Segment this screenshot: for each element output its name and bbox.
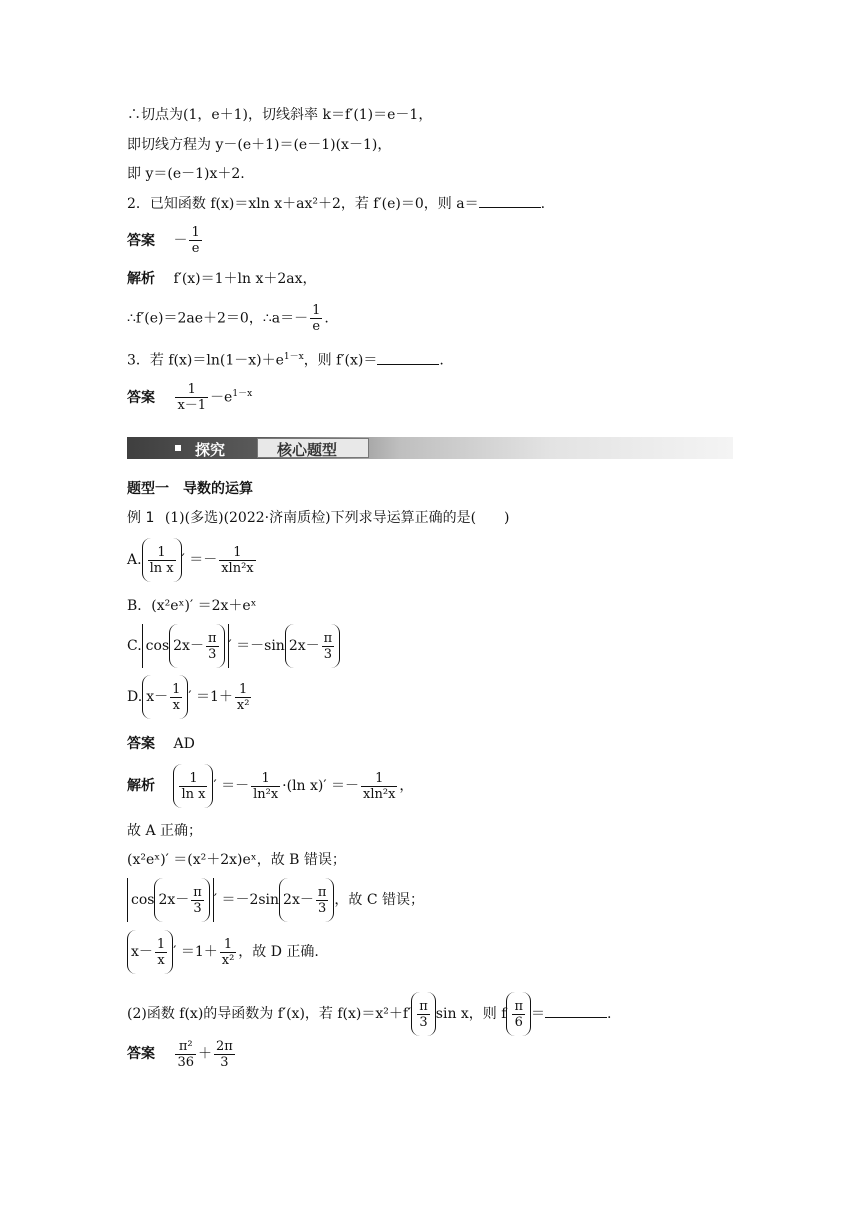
analysis-row [127, 270, 317, 288]
period: . [439, 352, 444, 369]
paren [127, 930, 173, 974]
question-text: 2．已知函数 f(x)＝xln x＋ax²＋2，若 f′(e)＝0，则 a＝ [127, 196, 479, 212]
text: ，故 C 错误； [334, 892, 425, 908]
section-banner [127, 437, 733, 459]
analysis-row [127, 764, 413, 808]
numerator: 1 [235, 682, 252, 698]
text: ′ ＝－2sin [213, 892, 280, 908]
fraction [206, 631, 219, 662]
numerator: π [323, 630, 333, 646]
text: ′ ＝－sin [228, 638, 285, 654]
fraction [155, 937, 167, 968]
fraction [191, 885, 204, 916]
text: 2x－ [173, 638, 204, 654]
denominator: 3 [323, 646, 333, 662]
question-text: sin x，则 f [435, 1006, 507, 1022]
fraction [235, 682, 252, 713]
answer-row [127, 1036, 237, 1072]
denominator: 3 [208, 646, 217, 662]
analysis-row [127, 930, 319, 974]
text: 2x－ [158, 892, 190, 908]
fraction [512, 999, 525, 1030]
analysis-row [127, 878, 424, 922]
denominator: 3 [317, 900, 327, 916]
question-2 [127, 195, 545, 213]
analysis-text: (x²eˣ)′ ＝(x²＋2x)eˣ，故 B 错误； [127, 852, 346, 868]
period: . [606, 1006, 612, 1022]
numerator: 1 [148, 545, 176, 561]
analysis-row [127, 303, 329, 334]
paren [506, 992, 531, 1036]
paren [285, 624, 340, 668]
fraction [170, 682, 182, 713]
numerator: π² [175, 1039, 196, 1055]
numerator: π [419, 998, 428, 1014]
answer-row [127, 379, 252, 413]
option-a [127, 538, 258, 582]
denominator: x² [236, 697, 250, 713]
fraction [316, 885, 329, 916]
fraction [214, 1039, 235, 1070]
question-3 [127, 348, 444, 370]
fraction [310, 303, 322, 334]
option-b: B．(x²eˣ)′ ＝2x＋eˣ [127, 598, 257, 614]
analysis-text: ∴f′(e)＝2ae＋2＝0，∴a＝－ [127, 310, 309, 327]
numerator: 1 [220, 937, 237, 953]
bracket [127, 878, 214, 922]
denominator: 3 [193, 900, 202, 916]
fraction [322, 631, 335, 662]
fraction [361, 771, 397, 802]
denominator: e [191, 241, 200, 256]
text: ， [399, 778, 414, 794]
text: 2x－ [288, 638, 320, 654]
type-heading: 题型一 导数的运算 [127, 481, 253, 497]
exponent: 1－x [232, 389, 253, 399]
question-text: (2)函数 f(x)的导函数为 f′(x)，若 f(x)＝x²＋f′ [127, 1006, 412, 1022]
denominator: x [172, 697, 180, 713]
sign: － [173, 232, 188, 249]
answer-row [127, 225, 204, 256]
text-line: ∴切点为(1，e＋1)，切线斜率 k＝f′(1)＝e－1， [127, 107, 433, 123]
numerator: 1 [156, 936, 166, 952]
analysis-text: 故 A 正确； [127, 823, 203, 839]
analysis-label: 解析 [127, 778, 155, 794]
fraction [175, 1039, 196, 1070]
period: . [540, 196, 546, 212]
numerator: 1 [251, 771, 280, 787]
denominator: xln²x [221, 560, 254, 576]
analysis-text: f′(x)＝1＋ln x＋2ax， [173, 271, 317, 287]
text: x－ [146, 689, 169, 705]
text: cos [131, 892, 155, 908]
answer-blank [479, 195, 541, 208]
fraction [148, 545, 176, 576]
exponent: 1－x [283, 352, 304, 362]
denominator: ln x [149, 560, 174, 576]
answer-blank [545, 1005, 607, 1018]
fraction [220, 937, 237, 968]
text: ′ ＝－ [213, 778, 250, 794]
question-text: 3．若 f(x)＝ln(1－x)＋e [127, 352, 284, 369]
text: ＋ [198, 1046, 212, 1062]
denominator: xln²x [363, 786, 396, 802]
paren [411, 992, 436, 1036]
banner-box-label: 核心题型 [277, 441, 338, 459]
answer-blank [377, 352, 439, 365]
denominator: 36 [177, 1054, 194, 1070]
text: ·(ln x)′ ＝－ [282, 778, 360, 794]
denominator: ln x [181, 786, 206, 802]
denominator: 6 [514, 1014, 523, 1030]
option-d [127, 675, 253, 719]
fraction [179, 771, 207, 802]
numerator: π [207, 630, 217, 646]
text: ＝ [530, 1006, 545, 1022]
denominator: ln²x [253, 786, 279, 802]
denominator: x [157, 952, 165, 968]
denominator: x² [221, 952, 235, 968]
text: ，故 D 正确. [238, 944, 319, 960]
option-c [127, 624, 340, 668]
numerator: π [514, 998, 523, 1014]
question-text: ，则 f′(x)＝ [303, 352, 378, 369]
text: 2x－ [283, 892, 314, 908]
numerator: 1 [179, 771, 207, 787]
paren [154, 878, 209, 922]
paren [279, 878, 334, 922]
paren [173, 764, 213, 808]
banner-label: 探究 [195, 441, 226, 459]
text: ′ ＝－ [181, 552, 218, 568]
analysis-label: 解析 [127, 271, 155, 287]
numerator: π [317, 884, 327, 900]
text: cos [145, 638, 170, 654]
paren [142, 538, 182, 582]
denominator: x－1 [177, 398, 207, 414]
fraction [175, 382, 208, 413]
answer-row [127, 735, 195, 753]
denominator: 3 [220, 1054, 229, 1070]
text: x－ [131, 944, 153, 960]
answer-label: 答案 [127, 1046, 155, 1062]
option-letter: D. [127, 689, 143, 705]
numerator: 1 [361, 771, 397, 787]
text-line: 即切线方程为 y－(e＋1)＝(e－1)(x－1)， [127, 137, 392, 153]
numerator: 1 [191, 225, 200, 240]
example-1 [127, 509, 510, 527]
question-part-2 [127, 992, 611, 1036]
numerator: π [193, 884, 202, 900]
numerator: 1 [312, 303, 321, 318]
option-letter: C. [127, 638, 142, 654]
example-text: (1)(多选)(2022·济南质检)下列求导运算正确的是( ) [164, 510, 510, 526]
fraction [219, 545, 255, 576]
paren [169, 624, 224, 668]
period: . [324, 310, 329, 327]
fraction [189, 225, 201, 256]
answer-label: 答案 [127, 232, 155, 249]
denominator: 3 [419, 1014, 428, 1030]
answer-label: 答案 [127, 389, 155, 406]
square-bullet-icon [175, 445, 181, 451]
denominator: e [312, 319, 321, 334]
answer-value: AD [173, 736, 195, 752]
numerator: 2π [216, 1038, 233, 1054]
text-line: 即 y＝(e－1)x＋2. [127, 166, 245, 182]
option-letter: A. [127, 552, 142, 568]
paren [142, 675, 188, 719]
text: ′ ＝1＋ [173, 944, 218, 960]
bracket [142, 624, 229, 668]
fraction [251, 771, 280, 802]
text: －e [210, 389, 233, 406]
answer-label: 答案 [127, 736, 155, 752]
example-label: 例 1 [127, 510, 155, 526]
numerator: 1 [172, 681, 181, 697]
numerator: 1 [219, 545, 255, 561]
fraction [417, 999, 430, 1030]
text: ′ ＝1＋ [188, 689, 233, 705]
numerator: 1 [175, 382, 208, 398]
